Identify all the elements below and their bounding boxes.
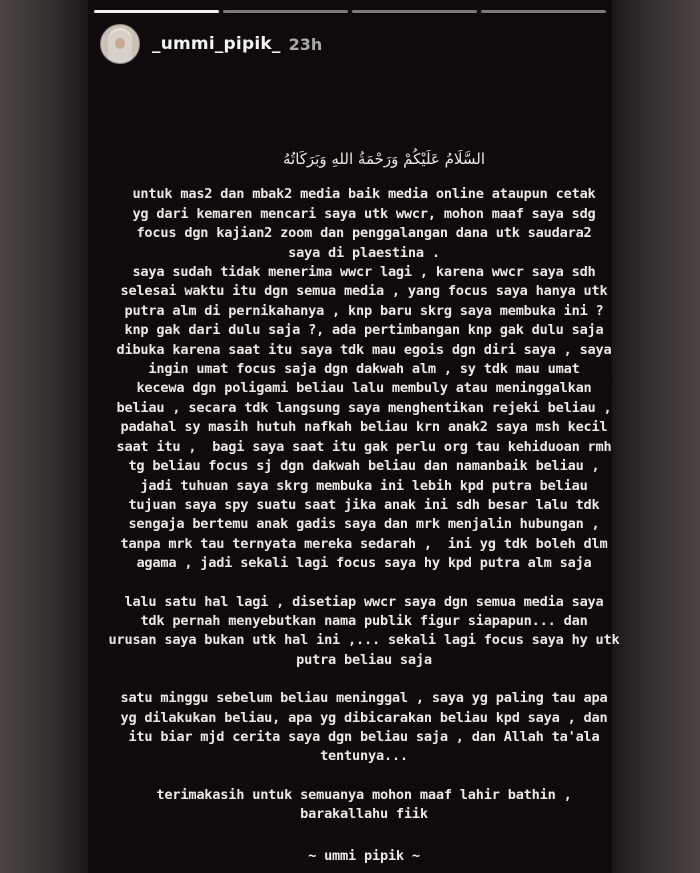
paragraph-3 bbox=[104, 689, 624, 767]
text-line: ingin umat focus saja dgn dakwah alm , sy tdk mau umat bbox=[148, 361, 580, 378]
text-line: saya di plaestina . bbox=[288, 244, 440, 261]
username[interactable]: _ummi_pipik_ bbox=[152, 34, 281, 54]
text-line: tanpa mrk tau ternyata mereka sedarah , ini yg tdk boleh dlm bbox=[120, 535, 608, 552]
text-line: tentunya... bbox=[320, 748, 408, 765]
signature: ~ ummi pipik ~ bbox=[308, 847, 420, 864]
text-line: jadi tuhuan saya skrg membuka ini lebih kpd putra beliau bbox=[140, 477, 588, 494]
text-line: saat itu , bagi saya saat itu gak perlu org tau kehiduoan rmh bbox=[116, 438, 612, 455]
text-line: untuk mas2 dan mbak2 media baik media online ataupun cetak bbox=[132, 186, 596, 203]
text-line: agama , jadi sekali lagi focus saya hy kpd putra alm saja bbox=[136, 555, 592, 572]
progress-segment bbox=[481, 10, 606, 13]
text-line: terimakasih untuk semuanya mohon maaf lahir bathin , bbox=[156, 786, 572, 803]
paragraph-1 bbox=[104, 185, 624, 573]
text-line: putra alm di pernikahanya , knp baru skrg saya membuka ini ? bbox=[124, 302, 604, 319]
text-line: tujuan saya spy suatu saat jika anak ini sdh besar lalu tdk bbox=[128, 496, 600, 513]
text-line: satu minggu sebelum beliau meninggal , saya yg paling tau apa bbox=[120, 690, 608, 707]
text-line: padahal sy masih hutuh nafkah beliau krn anak2 saya msh kecil bbox=[120, 419, 608, 436]
text-line: focus dgn kajian2 zoom dan penggalangan dana utk saudara2 bbox=[136, 225, 592, 242]
post-timestamp: 23h bbox=[288, 34, 323, 54]
avatar-face bbox=[115, 38, 125, 49]
text-line: kecewa dgn poligami beliau lalu membuly atau meninggalkan bbox=[136, 380, 592, 397]
text-line: sengaja bertemu anak gadis saya dan mrk menjalin hubungan , bbox=[128, 516, 600, 533]
text-line: knp gak dari dulu saja ?, ada pertimbangan knp gak dulu saja bbox=[124, 322, 604, 339]
text-line: yg dilakukan beliau, apa yg dibicarakan beliau kpd saya , dan bbox=[120, 709, 608, 726]
story-progress-bar bbox=[94, 10, 606, 13]
progress-segment bbox=[94, 10, 219, 13]
text-line: dibuka karena saat itu saya tdk mau egois dgn diri saya , saya bbox=[116, 341, 612, 358]
progress-segment bbox=[223, 10, 348, 13]
text-line: barakallahu fiik bbox=[300, 806, 428, 823]
text-line: itu biar mjd cerita saya dgn beliau saja , dan Allah ta'ala bbox=[128, 728, 600, 745]
text-line: putra beliau saja bbox=[296, 651, 432, 668]
text-line: tg beliau focus sj dgn dakwah beliau dan namanbaik beliau , bbox=[128, 458, 600, 475]
avatar[interactable] bbox=[100, 24, 140, 64]
paragraph-4 bbox=[104, 786, 624, 825]
text-line: saya sudah tidak menerima wwcr lagi , karena wwcr saya sdh bbox=[132, 264, 596, 281]
text-line: beliau , secara tdk langsung saya menghentikan rejeki beliau , bbox=[116, 399, 612, 416]
text-line: selesai waktu itu dgn semua media , yang focus saya hanya utk bbox=[120, 283, 608, 300]
paragraph-2 bbox=[104, 593, 624, 671]
progress-segment bbox=[352, 10, 477, 13]
text-line: yg dari kemaren mencari saya utk wwcr, mohon maaf saya sdg bbox=[132, 205, 596, 222]
story-header bbox=[100, 24, 322, 64]
text-line: tdk pernah menyebutkan nama publik figur siapapun... dan bbox=[140, 612, 588, 629]
arabic-greeting: السَّلَامُ عَلَيْكُمْ وَرَحْمَةُ اللهِ وَبَرَكَاتُهُ bbox=[283, 150, 485, 168]
text-line: urusan saya bukan utk hal ini ,... sekali lagi focus saya hy utk bbox=[108, 632, 620, 649]
story-text bbox=[104, 150, 624, 866]
text-line: lalu satu hal lagi , disetiap wwcr saya dgn semua media saya bbox=[124, 593, 604, 610]
